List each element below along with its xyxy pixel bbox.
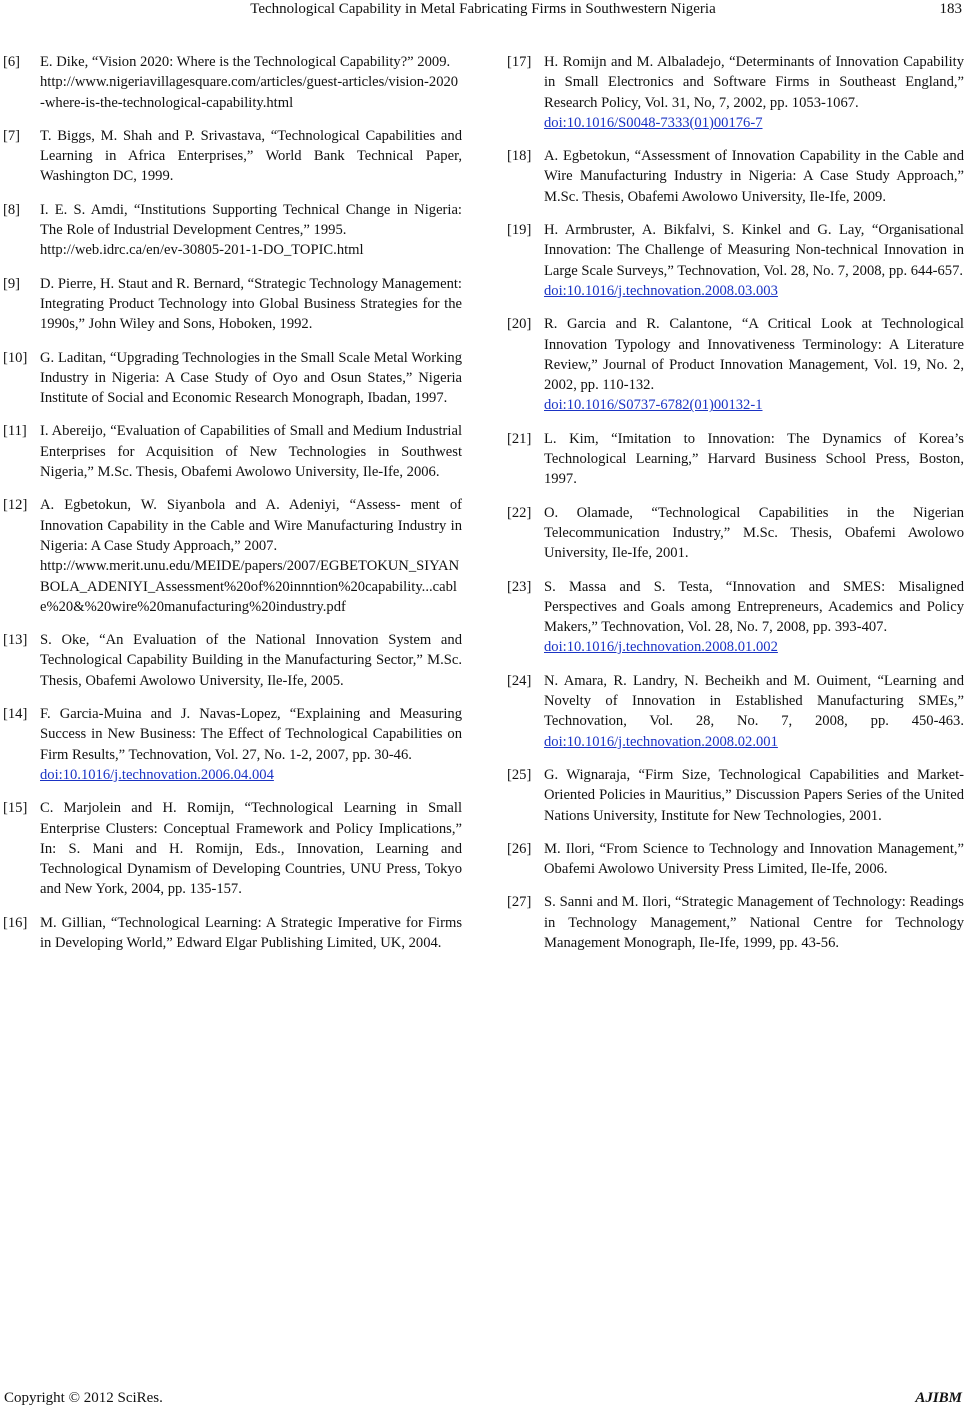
reference-text: G. Laditan, “Upgrading Technologies in the Small Scale Metal Working Industry in Nigeria: A Case Study of Oyo and Osun States,” Nigeria Institute of Social and Economic Research Monograph, Ibadan, 1997. xyxy=(40,349,462,407)
reference-number: [13] xyxy=(3,632,28,649)
reference-text: E. Dike, “Vision 2020: Where is the Technological Capability?” 2009. xyxy=(40,54,451,70)
reference-doi-link[interactable]: doi:10.1016/j.technovation.2008.03.003 xyxy=(544,282,778,299)
running-header xyxy=(0,0,966,22)
reference-number: [7] xyxy=(3,127,21,144)
reference-number: [25] xyxy=(507,766,532,783)
reference-text: H. Romijn and M. Albaladejo, “Determinants of Innovation Capability in Small Electronics and Software Firms in Southeast England,” Research Policy, Vol. 31, No, 7, 2002, pp. 1053-1067. xyxy=(544,54,964,111)
reference-number: [27] xyxy=(507,894,532,911)
reference-text: A. Egbetokun, W. Siyanbola and A. Adeniyi, “Assess- ment of Innovation Capability in the Cable and Wire Manufacturing Industry in Nigeria: A Case Study Approach,” 2007. xyxy=(40,497,462,554)
reference-body xyxy=(544,671,964,752)
reference-text: I. Abereijo, “Evaluation of Capabilities of Small and Medium Industrial Enterprises for Acquisition of New Technologies in Southwest Nigeria,” M.Sc. Thesis, Obafemi Awolowo University, Ile-Ife, 2006. xyxy=(40,423,462,481)
reference-body xyxy=(544,765,964,826)
reference-number: [16] xyxy=(3,914,28,931)
reference-body xyxy=(544,503,964,564)
reference-text: C. Marjolein and H. Romijn, “Technological Learning in Small Enterprise Clusters: Conceptual Framework and Policy Implications,” In: S. Mani and H. Romijn, Eds., Innovation, Learning and Technological Dynamism of Developing Countries, UNU Press, Tokyo and New York, 2004, pp. 135-157. xyxy=(40,800,462,898)
reference-body xyxy=(544,146,964,207)
page-number: 183 xyxy=(939,1,962,17)
reference-text: D. Pierre, H. Staut and R. Bernard, “Strategic Technology Management: Integrating Product Technology into Global Business Strategies for the 1990s,” John Wiley and Sons, Hoboken, 1992. xyxy=(40,275,462,333)
reference-number: [20] xyxy=(507,316,532,333)
reference-body xyxy=(40,200,462,241)
reference-item xyxy=(504,671,964,752)
reference-body xyxy=(40,798,462,899)
reference-item xyxy=(0,495,462,617)
reference-doi-link[interactable]: doi:10.1016/S0048-7333(01)00176-7 xyxy=(544,114,763,131)
reference-item xyxy=(504,146,964,207)
reference-body xyxy=(40,913,462,954)
reference-text: F. Garcia-Muina and J. Navas-Lopez, “Explaining and Measuring Success in New Business: The Effect of Technological Capabilities on Firm Results,” Technovation, Vol. 27, No. 1-2, 2007, pp. 30-46. xyxy=(40,706,462,763)
reference-text: S. Oke, “An Evaluation of the National Innovation System and Technological Capability Building in the Manufacturing Sector,” M.Sc. Thesis, Obafemi Awolowo University, Ile-Ife, 2005. xyxy=(40,632,462,689)
reference-number: [17] xyxy=(507,54,532,70)
reference-text: H. Armbruster, A. Bikfalvi, S. Kinkel and G. Lay, “Organisational Innovation: The Challenge of Measuring Non-technical Innovation in Large Scale Surveys,” Technovation, Vol. 28, No. 7, 2008, pp. 644-657. xyxy=(544,222,964,279)
reference-item xyxy=(0,200,462,261)
reference-doi-link[interactable]: doi:10.1016/j.technovation.2008.01.002 xyxy=(544,639,778,656)
reference-number: [22] xyxy=(507,504,532,521)
reference-url[interactable]: http://www.nigeriavillagesquare.com/articles/guest-articles/vision-2020-where-is-the-technological-capability.html xyxy=(40,74,459,111)
reference-item xyxy=(504,314,964,415)
reference-body xyxy=(40,126,462,187)
reference-item xyxy=(504,429,964,490)
reference-item xyxy=(0,798,462,899)
reference-item xyxy=(0,704,462,785)
reference-body xyxy=(544,892,964,953)
reference-body xyxy=(40,495,462,556)
reference-text: T. Biggs, M. Shah and P. Srivastava, “Technological Capabilities and Learning in Africa Enterprises,” World Bank Technical Paper, Washington DC, 1999. xyxy=(40,127,462,185)
reference-number: [9] xyxy=(3,275,21,292)
reference-item xyxy=(504,765,964,826)
reference-item xyxy=(0,421,462,482)
reference-item xyxy=(0,348,462,409)
reference-number: [8] xyxy=(3,201,21,218)
reference-text: O. Olamade, “Technological Capabilities in the Nigerian Telecommunication Industry,” M.Sc. Thesis, Obafemi Awolowo University, Ile-Ife, 2001. xyxy=(544,504,964,562)
reference-text: M. Gillian, “Technological Learning: A Strategic Imperative for Firms in Developing World,” Edward Elgar Publishing Limited, UK, 2004. xyxy=(40,914,462,951)
reference-body xyxy=(544,429,964,490)
reference-body xyxy=(544,52,964,113)
reference-item xyxy=(504,52,964,133)
reference-text: I. E. S. Amdi, “Institutions Supporting Technical Change in Nigeria: The Role of Industrial Development Centres,” 1995. xyxy=(40,201,462,239)
reference-number: [18] xyxy=(507,148,532,165)
page-footer xyxy=(0,1390,966,1412)
reference-number: [26] xyxy=(507,840,532,857)
reference-body xyxy=(544,839,964,880)
references-left-column xyxy=(0,52,462,966)
reference-item xyxy=(0,274,462,335)
copyright-notice: Copyright © 2012 SciRes. xyxy=(4,1390,163,1406)
reference-number: [19] xyxy=(507,222,532,239)
reference-number: [11] xyxy=(3,423,27,440)
reference-body xyxy=(40,52,462,72)
reference-body xyxy=(40,630,462,691)
journal-abbreviation: AJIBM xyxy=(915,1390,962,1406)
reference-url[interactable]: http://www.merit.unu.edu/MEIDE/papers/2007/EGBETOKUN_SIYANBOLA_ADENIYI_Assessment%20of%20innntion%20capability...cable%20&%20wire%20manufacturing%20industry.pdf xyxy=(40,558,460,615)
reference-number: [21] xyxy=(507,430,532,447)
reference-url[interactable]: http://web.idrc.ca/en/ev-30805-201-1-DO_TOPIC.html xyxy=(40,242,364,259)
reference-item xyxy=(0,52,462,113)
reference-text: R. Garcia and R. Calantone, “A Critical Look at Technological Innovation Typology and Innovativeness Terminology: A Literature Review,” Journal of Product Innovation Management, Vol. 19, No. 2, 2002, pp. 110-132. xyxy=(544,316,964,394)
reference-item xyxy=(0,630,462,691)
reference-item xyxy=(504,839,964,880)
reference-item xyxy=(504,577,964,658)
reference-doi-link[interactable]: doi:10.1016/j.technovation.2008.02.001 xyxy=(544,733,778,750)
reference-text: L. Kim, “Imitation to Innovation: The Dynamics of Korea’s Technological Learning,” Harvard Business School Press, Boston, 1997. xyxy=(544,430,964,488)
reference-item xyxy=(504,892,964,953)
reference-body xyxy=(40,704,462,765)
reference-body xyxy=(40,348,462,409)
references-right-column xyxy=(504,52,964,966)
reference-text: M. Ilori, “From Science to Technology and Innovation Management,” Obafemi Awolowo University Press Limited, Ile-Ife, 2006. xyxy=(544,840,964,878)
reference-text: S. Massa and S. Testa, “Innovation and SMES: Misaligned Perspectives and Goals among Entrepreneurs, Academics and Policy Makers,” Technovation, Vol. 28, No. 7, 2008, pp. 393-407. xyxy=(544,578,964,636)
reference-item xyxy=(504,220,964,301)
reference-body xyxy=(544,577,964,638)
reference-text: N. Amara, R. Landry, N. Becheikh and M. Ouiment, “Learning and Novelty of Innovation in Established Manufacturing SMEs,” Technovation, Vol. 28, No. 7, 2008, pp. 450-463. xyxy=(544,672,964,730)
running-title: Technological Capability in Metal Fabricating Firms in Southwestern Nigeria xyxy=(250,1,716,17)
reference-body xyxy=(544,220,964,281)
reference-number: [15] xyxy=(3,800,28,817)
reference-body xyxy=(40,274,462,335)
reference-number: [10] xyxy=(3,349,28,366)
reference-number: [6] xyxy=(3,54,21,70)
reference-number: [23] xyxy=(507,578,532,595)
reference-body xyxy=(40,421,462,482)
reference-item xyxy=(0,913,462,954)
reference-item xyxy=(0,126,462,187)
reference-text: A. Egbetokun, “Assessment of Innovation Capability in the Cable and Wire Manufacturing Industry in Nigeria: A Case Study Approach,” M.Sc. Thesis, Obafemi Awolowo University, Ile-Ife, 2009. xyxy=(544,148,964,205)
reference-number: [24] xyxy=(507,672,532,689)
reference-body xyxy=(544,314,964,395)
reference-doi-link[interactable]: doi:10.1016/S0737-6782(01)00132-1 xyxy=(544,397,763,414)
reference-doi-link[interactable]: doi:10.1016/j.technovation.2006.04.004 xyxy=(40,766,274,783)
reference-text: S. Sanni and M. Ilori, “Strategic Management of Technology: Readings in Technology Management,” National Centre for Technology Management Monograph, Ile-Ife, 1999, pp. 43-56. xyxy=(544,894,964,951)
reference-number: [14] xyxy=(3,706,28,723)
reference-number: [12] xyxy=(3,497,28,514)
reference-text: G. Wignaraja, “Firm Size, Technological Capabilities and Market-Oriented Policies in Mauritius,” Discussion Papers Series of the United Nations University, Institute for New Technologies, 2001. xyxy=(544,766,964,824)
reference-item xyxy=(504,503,964,564)
